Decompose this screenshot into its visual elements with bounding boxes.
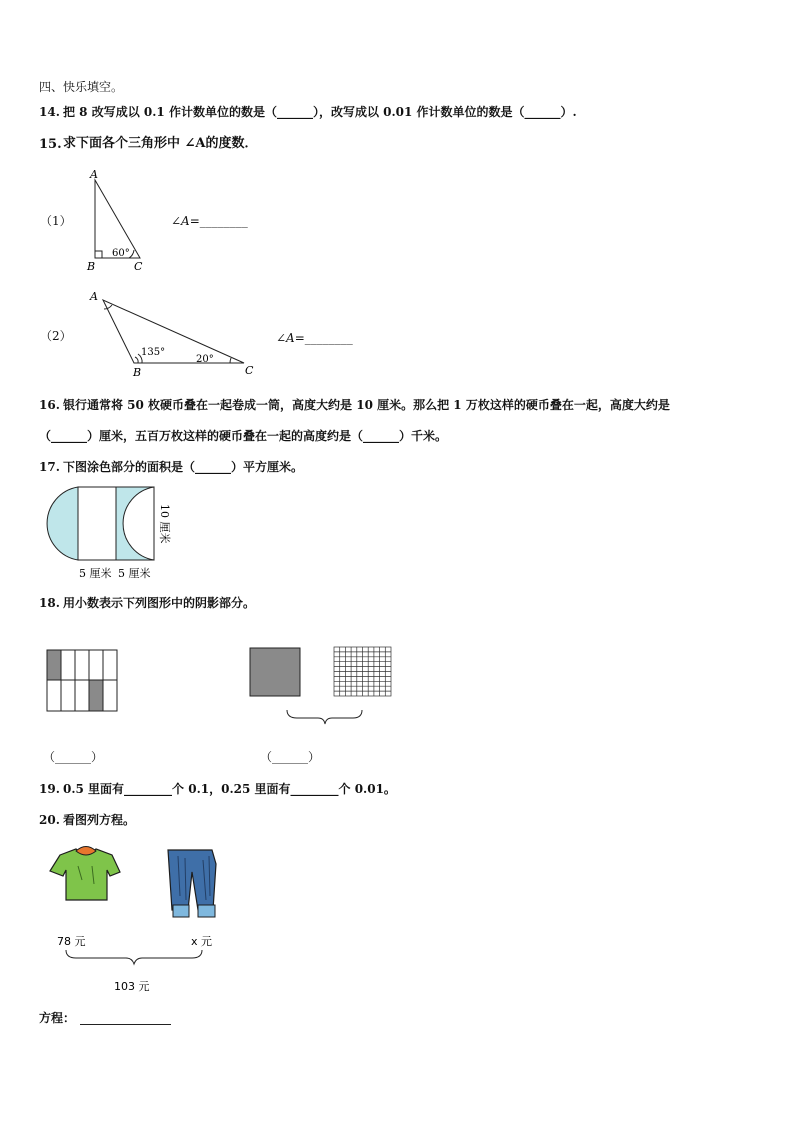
q16-line2: （______）厘米，五百万枚这样的硬币叠在一起的高度约是（______）千米。 [39, 429, 448, 443]
q20-equation-label: 方程： [39, 1011, 76, 1025]
t1-vertex-c: C [134, 260, 143, 273]
q18-number: 18. [39, 596, 60, 610]
q15-part2-label: （2） [40, 329, 72, 343]
q18-answer-left: （______） [43, 750, 104, 764]
t2-angle-c-label: 20° [196, 354, 214, 365]
q20-shirt-price: 78 元 [57, 935, 86, 948]
t2-vertex-c: C [245, 364, 254, 377]
q14-number: 14. [39, 105, 60, 119]
t2-vertex-b: B [133, 366, 142, 379]
q15-number: 15. [39, 137, 62, 152]
section-heading: 四、快乐填空。 [39, 80, 124, 94]
q20-pants-price: x 元 [191, 935, 213, 948]
q17-bottom-right-label: 5 厘米 [118, 567, 151, 580]
q18-answer-right: （______） [260, 750, 321, 764]
q20-brace [66, 950, 202, 964]
t1-angle-label: 60° [112, 248, 130, 259]
t2-vertex-a: A [90, 290, 98, 303]
q20-total: 103 元 [114, 980, 150, 993]
q20-text: 看图列方程。 [63, 813, 136, 827]
q19-number: 19. [39, 782, 60, 796]
q15-part1-answer: ∠A=________ [171, 214, 248, 228]
t1-vertex-b: B [87, 260, 96, 273]
q19-text: 0.5 里面有________个 0.1，0.25 里面有________个 0.01。 [63, 782, 396, 796]
q15-text: 求下面各个三角形中 ∠A的度数． [63, 136, 258, 151]
t-shirt-icon [50, 847, 120, 901]
q15-part1-label: （1） [40, 214, 72, 228]
q17-text: 下图涂色部分的面积是（______）平方厘米。 [63, 460, 304, 474]
q14-text: 把 8 改写成以 0.1 作计数单位的数是（______），改写成以 0.01 作计数单位的数是（______）. [63, 105, 577, 119]
q17-number: 17. [39, 460, 60, 474]
q20-equation-blank[interactable] [80, 1024, 171, 1025]
q18-text: 用小数表示下列图形中的阴影部分。 [63, 596, 256, 610]
jeans-icon [168, 850, 216, 917]
q16-line1: 银行通常将 50 枚硬币叠在一起卷成一筒，高度大约是 10 厘米。那么把 1 万枚这样的硬币叠在一起，高度大约是 [63, 398, 670, 412]
q17-bottom-left-label: 5 厘米 [79, 567, 112, 580]
q15-part2-answer: ∠A=________ [276, 331, 353, 345]
q20-number: 20. [39, 813, 60, 827]
q17-side-label: 10 厘米 [158, 504, 171, 544]
t1-vertex-a: A [90, 168, 98, 181]
t2-angle-b-label: 135° [141, 347, 166, 358]
q16-number: 16. [39, 398, 60, 412]
